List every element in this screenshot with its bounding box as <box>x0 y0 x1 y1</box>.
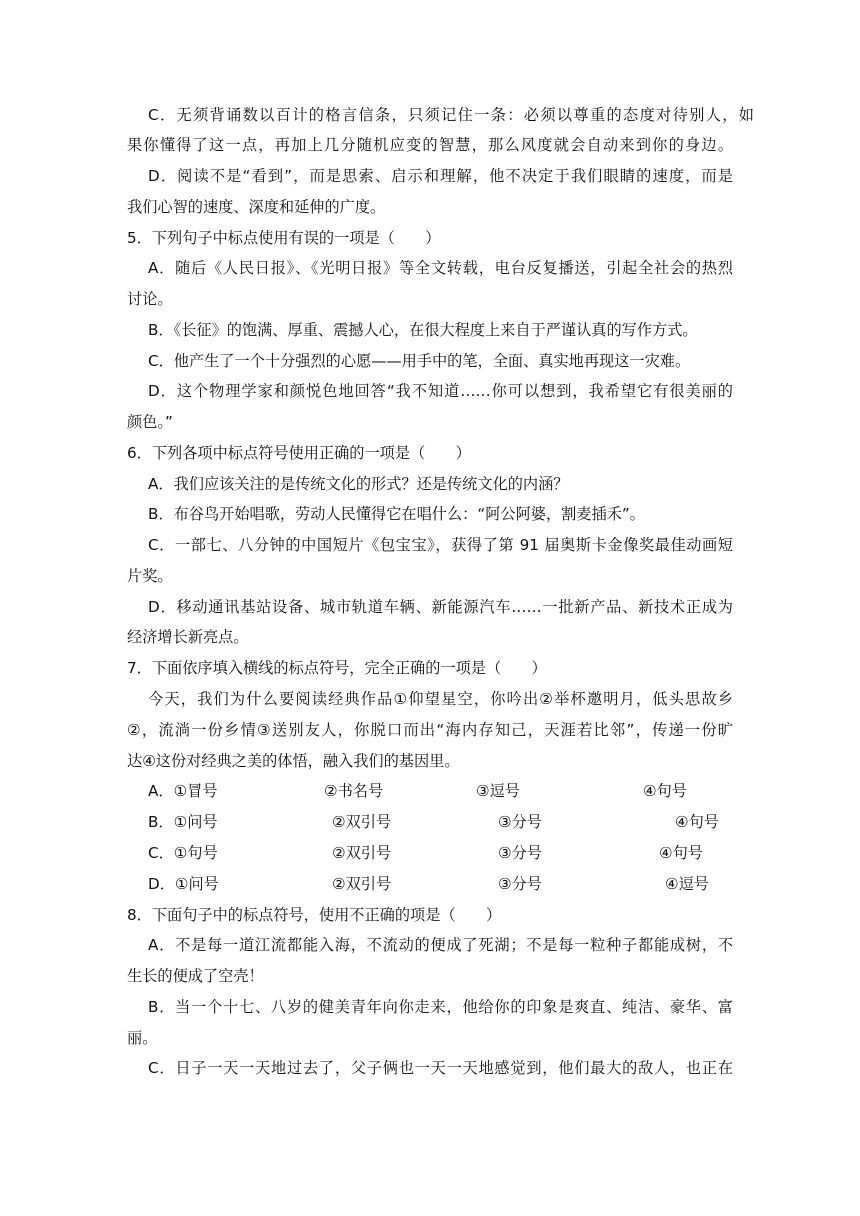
q5-option-a-line1: A．随后《人民日报》、《光明日报》等全文转载，电台反复播送，引起全社会的热烈 <box>148 259 733 277</box>
q7-passage-line2: ②，流淌一份乡情③送别友人，你脱口而出“海内存知己，天涯若比邻”，传递一份旷 <box>127 721 733 739</box>
q7-passage-line3: 达④这份对经典之美的体悟，融入我们的基因里。 <box>127 752 460 770</box>
q8-option-a-line2: 生长的便成了空壳！ <box>127 967 264 985</box>
question-7: 7．下面依序填入横线的标点符号，完全正确的一项是（ ） <box>127 659 547 677</box>
q6-option-d-line1: D．移动通讯基站设备、城市轨道车辆、新能源汽车……一批新产品、新技术正成为 <box>148 598 733 616</box>
q7-option-b-item2: ②双引号 <box>332 813 392 831</box>
q5-option-d-line1: D．这个物理学家和颜悦色地回答“我不知道……你可以想到，我希望它有很美丽的 <box>148 382 733 400</box>
q6-option-d-line2: 经济增长新亮点。 <box>127 628 249 646</box>
q6-option-b: B．布谷鸟开始唱歌，劳动人民懂得它在唱什么：“阿公阿婆，割麦插禾”。 <box>148 505 645 523</box>
q4-option-c-line2: 果你懂得了这一点，再加上几分随机应变的智慧，那么风度就会自动来到你的身边。 <box>127 136 733 154</box>
q7-option-b-item4: ④句号 <box>675 813 719 831</box>
question-6: 6．下列各项中标点符号使用正确的一项是（ ） <box>127 444 471 462</box>
q4-option-d-line1: D．阅读不是“看到”，而是思索、启示和理解，他不决定于我们眼睛的速度，而是 <box>148 167 733 185</box>
question-5: 5．下列句子中标点使用有误的一项是（ ） <box>127 229 441 247</box>
q6-option-c-line1: C．一部七、八分钟的中国短片《包宝宝》，获得了第 91 届奥斯卡金像奖最佳动画短 <box>148 536 733 554</box>
q7-option-c-item4: ④句号 <box>659 844 703 862</box>
q7-option-a-item2: ②书名号 <box>324 782 384 800</box>
q8-option-a-line1: A．不是每一道江流都能入海，不流动的便成了死湖；不是每一粒种子都能成树，不 <box>148 936 733 954</box>
q7-option-d-item3: ③分号 <box>498 875 542 893</box>
q6-option-a: A．我们应该关注的是传统文化的形式？还是传统文化的内涵？ <box>148 475 569 493</box>
q7-option-a-item4: ④句号 <box>643 782 687 800</box>
q5-option-c: C．他产生了一个十分强烈的心愿——用手中的笔，全面、真实地再现这一灾难。 <box>148 352 691 370</box>
q7-option-d-item4: ④逗号 <box>665 875 709 893</box>
q5-option-b: B．《长征》的饱满、厚重、震撼人心，在很大程度上来自于严谨认真的写作方式。 <box>148 321 698 339</box>
q7-option-b-item3: ③分号 <box>498 813 542 831</box>
q5-option-d-line2: 颜色。” <box>127 413 173 431</box>
q7-option-d-item1: D．①问号 <box>148 875 219 893</box>
q5-option-a-line2: 讨论。 <box>127 290 173 308</box>
q4-option-d-line2: 我们心智的速度、深度和延伸的广度。 <box>127 198 386 216</box>
q8-option-b-line2: 丽。 <box>127 1029 158 1047</box>
q7-option-c-item2: ②双引号 <box>332 844 392 862</box>
q7-option-b-item1: B．①问号 <box>148 813 218 831</box>
q6-option-c-line2: 片奖。 <box>127 567 173 585</box>
q7-option-c-item3: ③分号 <box>498 844 542 862</box>
q7-passage-line1: 今天，我们为什么要阅读经典作品①仰望星空，你吟出②举杯邀明月，低头思故乡 <box>148 690 733 708</box>
question-8: 8．下面句子中的标点符号，使用不正确的项是（ ） <box>127 906 502 924</box>
q8-option-c-line1: C．日子一天一天地过去了，父子俩也一天一天地感觉到，他们最大的敌人，也正在 <box>148 1059 733 1077</box>
q7-option-a-item3: ③逗号 <box>476 782 520 800</box>
q8-option-b-line1: B．当一个十七、八岁的健美青年向你走来，他给你的印象是爽直、纯洁、豪华、富 <box>148 998 733 1016</box>
q7-option-d-item2: ②双引号 <box>332 875 392 893</box>
q7-option-a-item1: A．①冒号 <box>148 782 218 800</box>
q7-option-c-item1: C．①句号 <box>148 844 218 862</box>
q4-option-c-line1: C．无须背诵数以百计的格言信条，只须记住一条：必须以尊重的态度对待别人，如 <box>148 106 754 124</box>
